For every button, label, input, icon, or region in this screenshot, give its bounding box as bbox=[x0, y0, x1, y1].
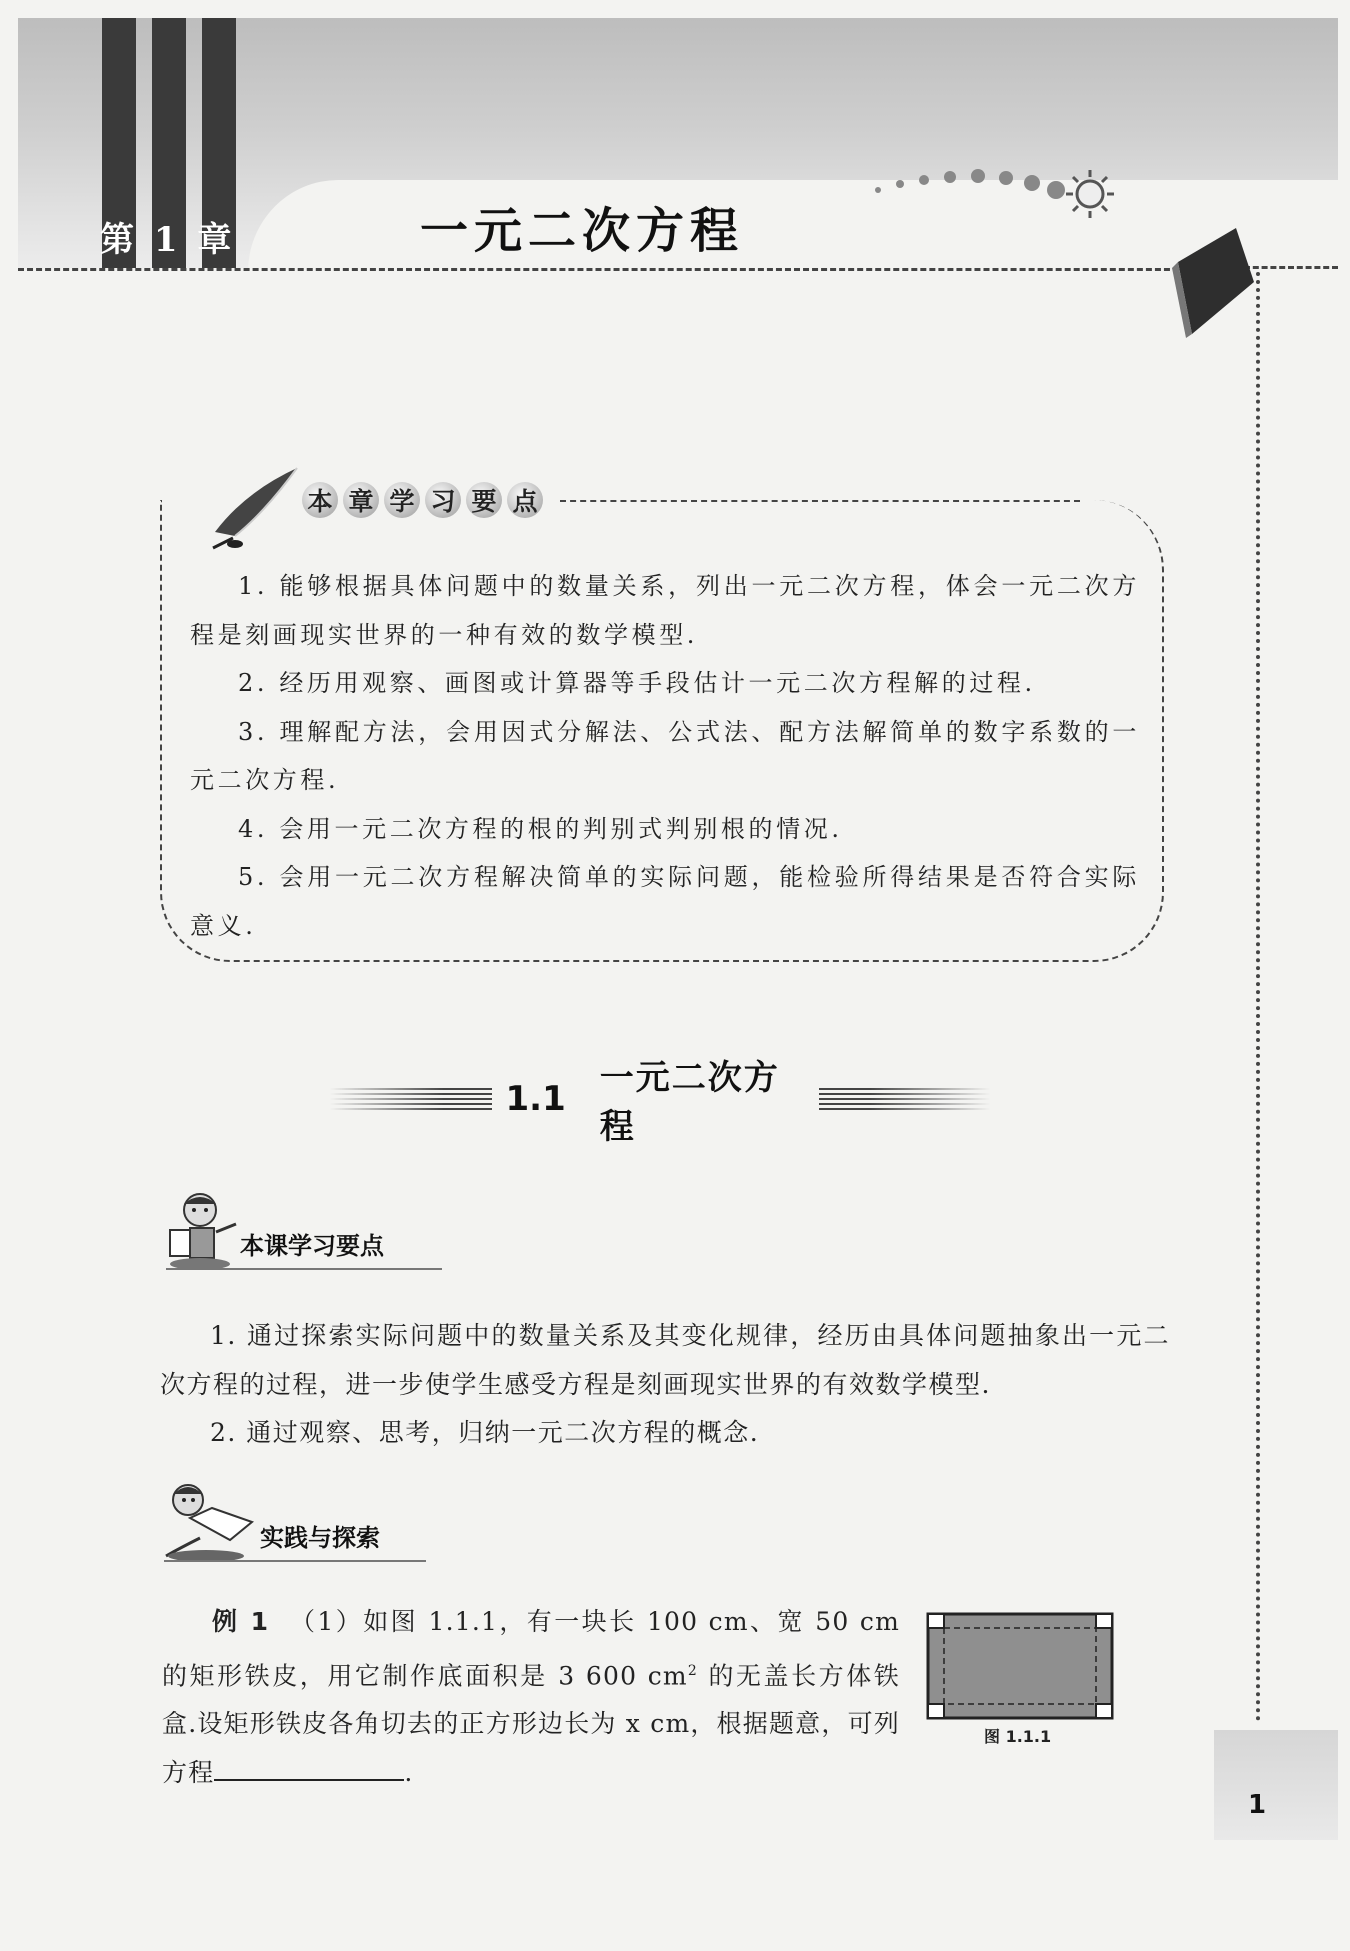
title-char: 本 bbox=[302, 482, 338, 518]
section-heading bbox=[330, 1058, 990, 1147]
keypoint-item: 4. 会用一元二次方程的根的判别式判别根的情况. bbox=[238, 814, 843, 843]
lesson-keypoints-title: 本课学习要点 bbox=[240, 1232, 384, 1260]
bookmark-flag-icon bbox=[1168, 222, 1258, 342]
keypoint-item: 3. 理解配方法，会用因式分解法、公式法、配方法解简单的数字系数的一元二次方程. bbox=[190, 717, 1140, 794]
example-label: 例 1 bbox=[212, 1607, 270, 1636]
chapter-title: 一元二次方程 bbox=[420, 203, 745, 259]
lesson-title-underline bbox=[166, 1268, 442, 1270]
example-paragraph bbox=[162, 1598, 900, 1797]
chapter-keypoints-title bbox=[302, 482, 543, 518]
header-dotted-rule bbox=[18, 268, 1188, 271]
figure-caption: 图 1.1.1 bbox=[984, 1727, 1052, 1746]
example-text: 的无盖长方体铁盒.设矩形铁皮各角切去的正方形边长为 x cm，根据题意，可列方程 bbox=[162, 1660, 900, 1787]
heading-hatch-left bbox=[330, 1088, 492, 1110]
reading-boy-icon bbox=[160, 1188, 242, 1274]
section-title: 一元二次方程 bbox=[599, 1058, 780, 1147]
title-char: 学 bbox=[384, 482, 420, 518]
right-margin-dotted-rule bbox=[1256, 272, 1260, 1722]
skateboard-boy-icon bbox=[160, 1478, 260, 1568]
answer-blank[interactable] bbox=[214, 1757, 404, 1781]
title-char: 章 bbox=[343, 482, 379, 518]
example-1 bbox=[162, 1598, 900, 1797]
keypoint-item: 2. 经历用观察、画图或计算器等手段估计一元二次方程解的过程. bbox=[238, 669, 1036, 697]
page-number-tab bbox=[1214, 1730, 1338, 1840]
title-char: 习 bbox=[425, 482, 461, 518]
heading-hatch-right bbox=[819, 1088, 990, 1110]
superscript: 2 bbox=[687, 1662, 698, 1679]
keypoint-item: 5. 会用一元二次方程解决简单的实际问题，能检验所得结果是否符合实际意义. bbox=[190, 863, 1140, 940]
title-char: 点 bbox=[507, 482, 543, 518]
lesson-keypoint-item: 1. 通过探索实际问题中的数量关系及其变化规律，经历由具体问题抽象出一元二次方程的过程，进一步使学生感受方程是刻画现实世界的有效数学模型. bbox=[160, 1321, 1170, 1399]
sun-icon bbox=[870, 150, 1130, 230]
practice-title: 实践与探索 bbox=[260, 1524, 380, 1552]
chapter-keypoints-list bbox=[190, 562, 1140, 950]
lesson-keypoint-item: 2. 通过观察、思考，归纳一元二次方程的概念. bbox=[210, 1418, 760, 1447]
practice-title-underline bbox=[164, 1560, 426, 1562]
section-number: 1.1 bbox=[505, 1079, 566, 1119]
quill-pen-icon bbox=[205, 462, 305, 552]
title-char: 要 bbox=[466, 482, 502, 518]
example-text: （1）如图 1.1.1，有一块长 100 cm、宽 50 cm 的矩形铁皮，用它制作底面积是 3 600 cm bbox=[162, 1607, 900, 1690]
keypoint-item: 1. 能够根据具体问题中的数量关系，列出一元二次方程，体会一元二次方程是刻画现实世界的一种有效的数学模型. bbox=[190, 572, 1140, 649]
page-number: 1 bbox=[1248, 1790, 1267, 1820]
example-end: . bbox=[404, 1757, 414, 1787]
lesson-keypoints-list bbox=[160, 1312, 1170, 1458]
chapter-label: 第 1 章 bbox=[100, 220, 236, 260]
keypoints-top-rule bbox=[560, 500, 1080, 502]
